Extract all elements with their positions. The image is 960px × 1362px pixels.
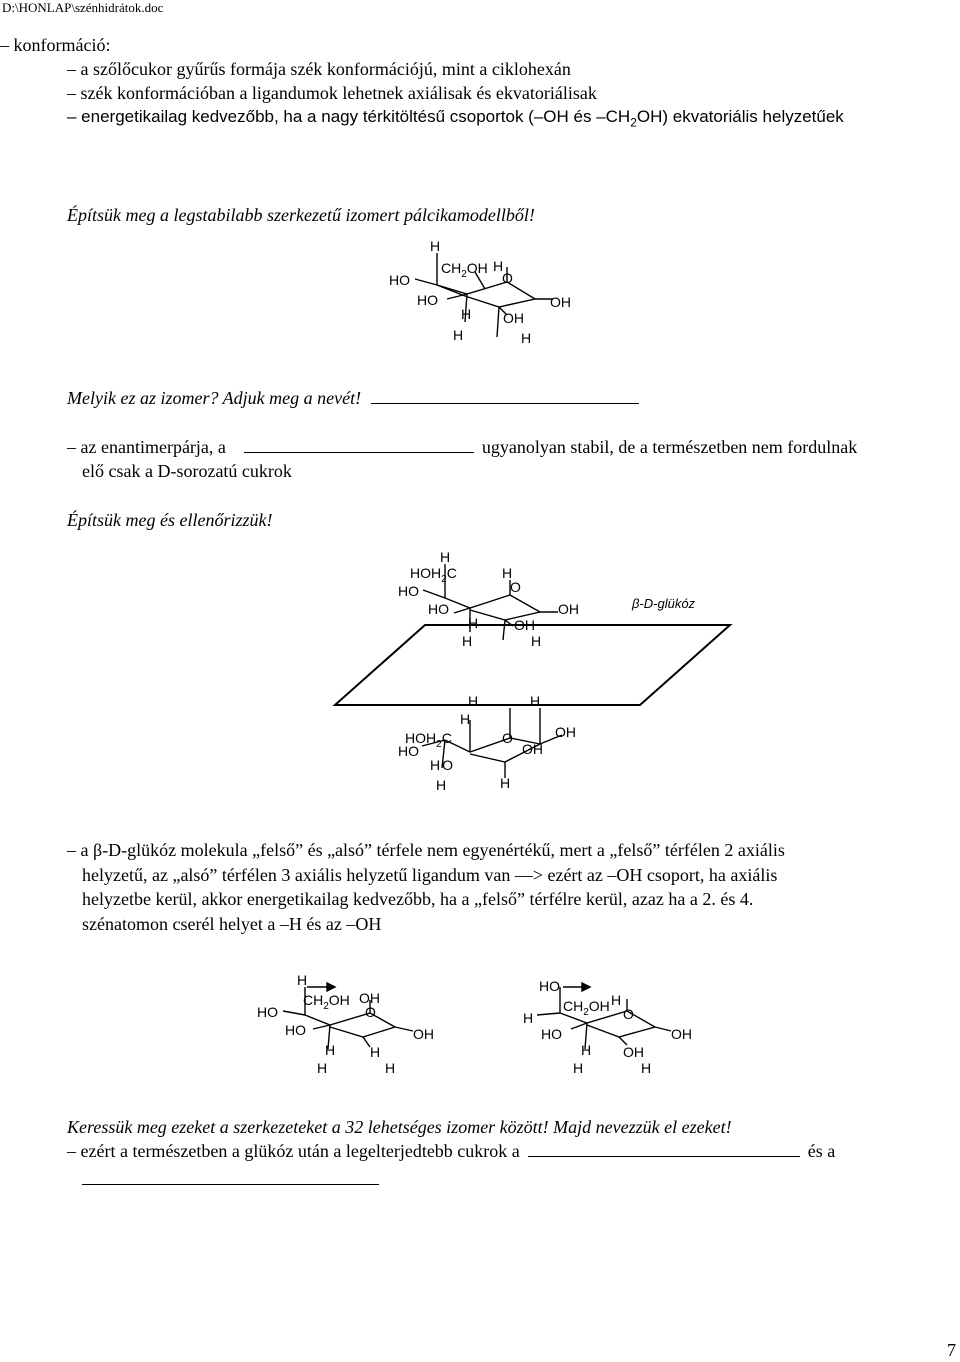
atom-oh: OH (522, 741, 543, 757)
atom-ch2oh: $CH_2OH$ (441, 260, 488, 280)
atom-oh: OH (514, 617, 535, 633)
atom-h: H (297, 972, 308, 988)
atom-h: H (317, 1060, 328, 1076)
atom-h: H (530, 693, 541, 709)
atom-hoh2c: $HOH_2C$ (410, 565, 457, 585)
atom-h: H (325, 1042, 336, 1058)
atom-h: H (500, 775, 511, 791)
answer-blank-2[interactable] (244, 438, 474, 453)
atom-h: H (611, 992, 622, 1008)
paragraph-line: helyzetbe kerül, akkor energetikailag kedvezőbb, ha a „felső” térfélre kerül, azaz ha a 2. és 4. (82, 889, 754, 909)
ring-oxygen: O (502, 730, 513, 746)
atom-h: H (430, 238, 441, 254)
atom-h: H (573, 1060, 584, 1076)
explanation-paragraph (67, 838, 785, 936)
question-which-isomer: Melyik ez az izomer? Adjuk meg a nevét! (67, 386, 639, 410)
atom-h: H (523, 1010, 534, 1026)
atom-h: H (436, 777, 447, 793)
enantiomer-line-2: elő csak a D-sorozatú cukrok (82, 461, 292, 481)
atom-ho: HO (398, 583, 419, 599)
atom-oh: OH (555, 724, 576, 740)
atom-ch2oh: $CH_2OH$ (563, 998, 610, 1018)
glucose-chair-structure (385, 237, 585, 347)
atom-oh: OH (503, 310, 524, 326)
bullet-2: – szék konformációban a ligandumok lehetnek axiálisak és ekvatoriálisak (67, 83, 597, 103)
figure-label-beta-d-glucose: β-D-glükóz (632, 596, 696, 611)
atom-h: H (453, 327, 464, 343)
atom-oh: OH (671, 1026, 692, 1042)
atom-ho: HO (257, 1004, 278, 1020)
ring-oxygen: O (510, 579, 521, 595)
paragraph-line: – a β-D-glükóz molekula „felső” és „alsó” térfele nem egyenértékű, mert a „felső” térfélen 2 axiális (67, 840, 785, 860)
glucose-isomer-right (515, 965, 725, 1085)
answer-blank-4[interactable] (82, 1183, 379, 1185)
atom-oh: OH (359, 990, 380, 1006)
ring-oxygen: O (365, 1004, 376, 1020)
atom-ho: HO (389, 272, 410, 288)
task-build-stable: Építsük meg a legstabilabb szerkezetű izomert pálcikamodellből! (67, 205, 535, 225)
atom-ch2oh: $CH_2OH$ (303, 992, 350, 1012)
paragraph-line: helyzetű, az „alsó” térfélen 3 axiális helyzetű ligandum van —> ezért az –OH csoport, ha axiális (82, 864, 778, 885)
document-path: D:\HONLAP\szénhidrátok.doc (2, 0, 164, 15)
atom-ho: HO (285, 1022, 306, 1038)
atom-h: H (493, 258, 504, 274)
atom-oh: OH (550, 294, 571, 310)
task-build-check: Építsük meg és ellenőrizzük! (67, 510, 273, 530)
atom-ho: H O (430, 757, 454, 773)
atom-ho: HO (541, 1026, 562, 1042)
atom-ho: HO (428, 601, 449, 617)
ring-oxygen: O (623, 1006, 634, 1022)
atom-h: H (502, 565, 513, 581)
atom-h: H (581, 1042, 592, 1058)
atom-h: H (468, 693, 479, 709)
atom-h: H (385, 1060, 396, 1076)
final-line: – ezért a természetben a glükóz után a legelterjedtebb cukrok a és a (67, 1141, 836, 1161)
atom-h: H (460, 711, 471, 727)
answer-blank-1[interactable] (371, 389, 639, 404)
atom-h: H (531, 633, 542, 649)
atom-oh: OH (558, 601, 579, 617)
answer-blank-3[interactable] (528, 1142, 800, 1157)
section-title: – konformáció: (0, 35, 111, 55)
bullet-3: – energetikailag kedvezőbb, ha a nagy térkitöltésű csoportok (–OH és $-CH_2OH$) ekvatoriális helyzetűek (67, 107, 844, 130)
enantiomer-line: – az enantimerpárja, a ugyanolyan stabil, de a természetben nem fordulnak (67, 437, 858, 457)
atom-h: H (461, 306, 472, 322)
atom-h: H (468, 615, 479, 631)
atom-ho: HO (539, 978, 560, 994)
atom-h: H (440, 549, 451, 565)
bullet-1: – a szőlőcukor gyűrűs formája szék konformációjú, mint a ciklohexán (67, 59, 571, 79)
page-number: 7 (947, 1340, 956, 1360)
paragraph-line: szénatomon cserél helyet a –H és az –OH (82, 913, 382, 934)
atom-ho: HO (398, 743, 419, 759)
atom-h: H (462, 633, 473, 649)
ring-oxygen: O (502, 270, 513, 286)
glucose-isomer-left (245, 965, 455, 1085)
atom-h: H (370, 1044, 381, 1060)
beta-glucose-plane-figure (330, 540, 750, 810)
atom-ho: HO (417, 292, 438, 308)
task-find-isomers: Keressük meg ezeket a szerkezeteket a 32 lehetséges izomer között! Majd nevezzük el ezeket! (67, 1117, 732, 1137)
atom-hoh2c: $HOH_2C$ (405, 730, 452, 750)
atom-h: H (521, 330, 532, 346)
atom-oh: OH (413, 1026, 434, 1042)
atom-h: H (641, 1060, 652, 1076)
atom-oh: OH (623, 1044, 644, 1060)
